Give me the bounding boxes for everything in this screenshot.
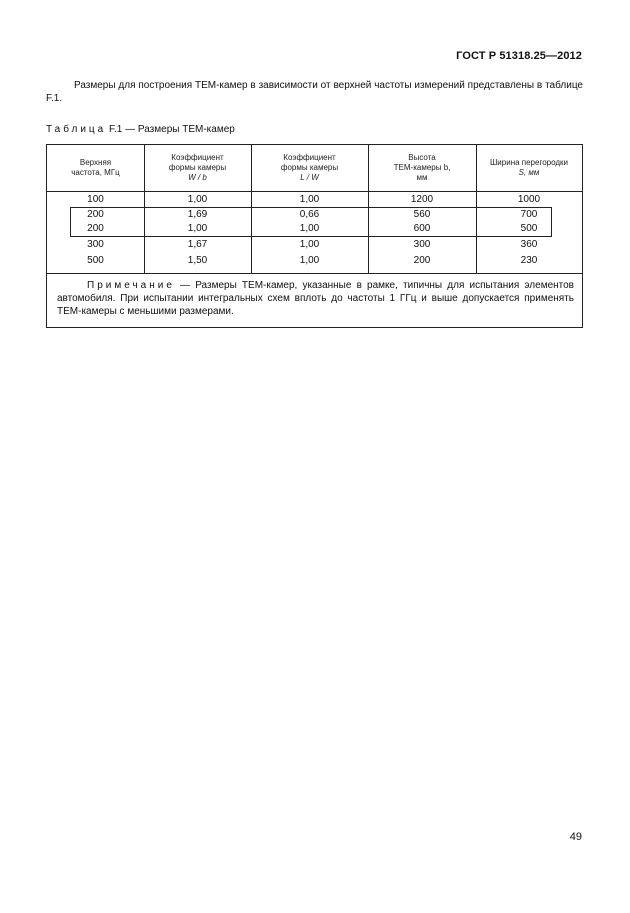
table-cell: 200 [87,209,104,220]
table-cell: 500 [520,223,538,234]
table-cell: 1,00 [299,194,320,205]
note-label: Примечание [87,280,175,291]
table-cell: 1,67 [187,239,208,250]
table-cell: 230 [520,255,538,266]
table-cell: 1000 [517,194,541,205]
intro-paragraph [46,79,583,105]
header-divider [47,191,582,192]
note-text: — Размеры ТЕМ-камер, указанные в рамке, типичны для испытания элементов автомобиля. При испытании интегральных схем вплоть до частоты 1 ГГц и выше допускается применять ТЕМ-камеры с меньшими размерами. [57,280,574,317]
header-upper-frequency: Верхняя частота, МГц [71,158,120,177]
note-divider [47,273,582,274]
table-cell: 1,00 [299,223,320,234]
table-cell: 200 [87,223,104,234]
table-cell: 200 [413,255,431,266]
table-cell: 1,69 [187,209,208,220]
table-cell: 600 [413,223,431,234]
table-cell: 300 [87,239,104,250]
table-note [57,279,574,318]
document-id: ГОСТ Р 51318.25—2012 [456,50,582,62]
header-height: Высота ТЕМ-камеры b, мм [393,153,451,182]
table-cell: 1,00 [299,255,320,266]
highlight-frame [70,207,552,237]
header-form-factor-lw: Коэффициент формы камеры L / W [280,153,339,182]
table-cell: 700 [520,209,538,220]
table-cell: 1,00 [187,223,208,234]
table-cell: 1200 [410,194,434,205]
table-cell: 100 [87,194,104,205]
table-caption-text: F.1 — Размеры ТЕМ-камер [106,124,235,135]
table-cell: 1,50 [187,255,208,266]
table-cell: 500 [87,255,104,266]
table-cell: 360 [520,239,538,250]
intro-text: Размеры для построения ТЕМ-камер в зависимости от верхней частоты измерений представлены в таблице F.1. [46,80,583,104]
table-cell: 300 [413,239,431,250]
table-cell: 560 [413,209,431,220]
table-cell: 1,00 [187,194,208,205]
header-form-factor-wb: Коэффициент формы камеры W / b [168,153,227,182]
table-caption [46,124,235,135]
dimensions-table [46,144,583,328]
table-cell: 0,66 [299,209,320,220]
table-cell: 1,00 [299,239,320,250]
table-caption-label: Таблица [46,124,107,135]
header-septum-width: Ширина перегородки S, мм [489,158,569,177]
page-number: 49 [569,831,582,843]
